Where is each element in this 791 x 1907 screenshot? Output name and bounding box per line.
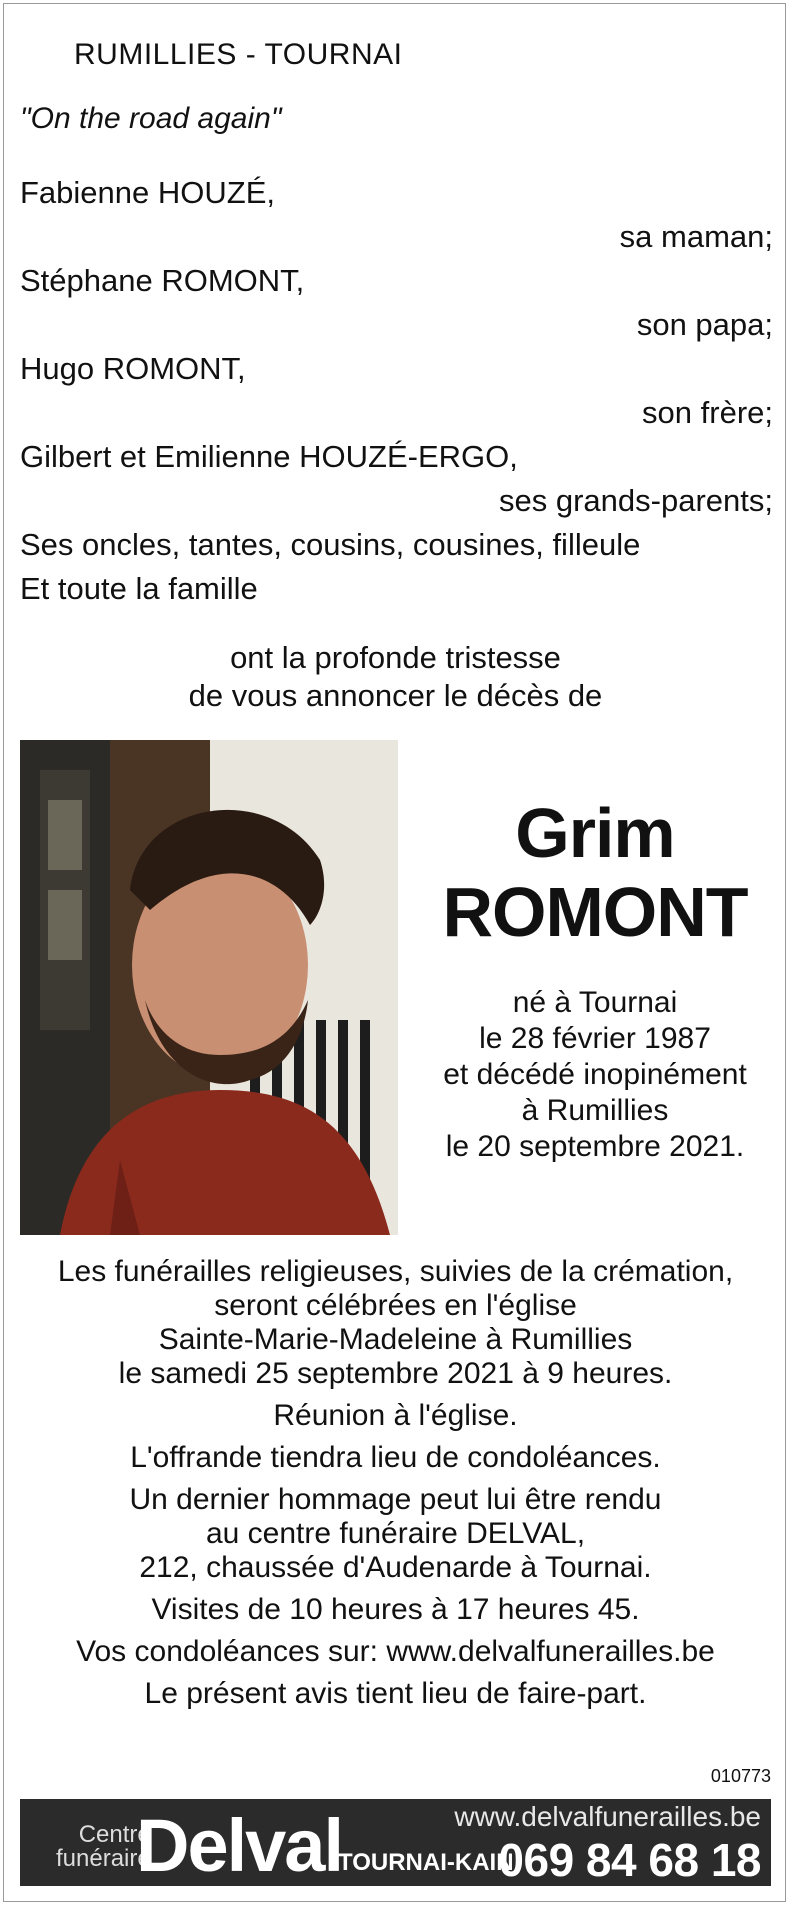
portrait-illustration	[20, 740, 398, 1235]
brand-logo-text: Delval	[136, 1804, 343, 1887]
family-member-name: Hugo ROMONT,	[20, 351, 246, 386]
family-member-name: Gilbert et Emilienne HOUZÉ-ERGO,	[20, 439, 518, 474]
extended-family-line: Et toute la famille	[20, 571, 258, 606]
deceased-photo	[20, 740, 398, 1235]
family-member-relation: son papa;	[636, 307, 773, 342]
family-list	[0, 175, 791, 615]
deceased-last-name: ROMONT	[442, 873, 748, 951]
ceremony-line: le samedi 25 septembre 2021 à 9 heures.	[118, 1357, 673, 1390]
death-place: à Rumillies	[521, 1094, 669, 1127]
tribute-line: Un dernier hommage peut lui être rendu	[129, 1483, 662, 1516]
family-member-name: Fabienne HOUZÉ,	[20, 175, 275, 210]
tribute-paragraph	[0, 1483, 791, 1585]
family-member-relation: sa maman;	[619, 219, 773, 254]
family-member-name: Stéphane ROMONT,	[20, 263, 305, 298]
meeting-info: Réunion à l'église.	[273, 1399, 518, 1432]
reference-number: 010773	[710, 1766, 771, 1786]
ceremony-line: Sainte-Marie-Madeleine à Rumillies	[158, 1323, 633, 1356]
funeral-home-banner	[20, 1799, 771, 1886]
tribute-line: 212, chaussée d'Audenarde à Tournai.	[139, 1551, 652, 1584]
centre-label: Centre funéraire	[56, 1821, 151, 1872]
locality-header: RUMILLIES - TOURNAI	[74, 38, 403, 71]
tribute-line: au centre funéraire DELVAL,	[205, 1517, 586, 1550]
deceased-first-name: Grim	[515, 794, 675, 872]
death-date: le 20 septembre 2021.	[445, 1130, 745, 1163]
extended-family-line: Ses oncles, tantes, cousins, cousines, filleule	[20, 527, 641, 562]
phone-number[interactable]: 069 84 68 18	[498, 1834, 761, 1886]
announcement-line: de vous annoncer le décès de	[188, 678, 603, 713]
birth-death-details	[410, 985, 780, 1165]
funeral-details	[0, 1255, 791, 1719]
death-text: et décédé inopinément	[443, 1058, 747, 1091]
announcement-line: ont la profonde tristesse	[230, 640, 561, 675]
visiting-hours: Visites de 10 heures à 17 heures 45.	[151, 1593, 640, 1626]
ceremony-line: seront célébrées en l'église	[214, 1289, 577, 1322]
condolences-link[interactable]: Vos condoléances sur: www.delvalfunerailles.be	[76, 1635, 715, 1668]
family-member-relation: son frère;	[642, 395, 773, 430]
website-link[interactable]: www.delvalfunerailles.be	[454, 1801, 761, 1832]
ceremony-paragraph	[0, 1255, 791, 1391]
offering-info: L'offrande tiendra lieu de condoléances.	[130, 1441, 661, 1474]
birth-date: le 28 février 1987	[479, 1022, 711, 1055]
family-member-relation: ses grands-parents;	[499, 483, 773, 518]
notice-text: Le présent avis tient lieu de faire-part.	[144, 1677, 647, 1710]
motto-quote: "On the road again"	[20, 102, 282, 135]
ceremony-line: Les funérailles religieuses, suivies de la crémation,	[57, 1255, 734, 1288]
birth-place: né à Tournai	[512, 986, 678, 1019]
location-label: TOURNAI-KAIN	[338, 1849, 514, 1876]
